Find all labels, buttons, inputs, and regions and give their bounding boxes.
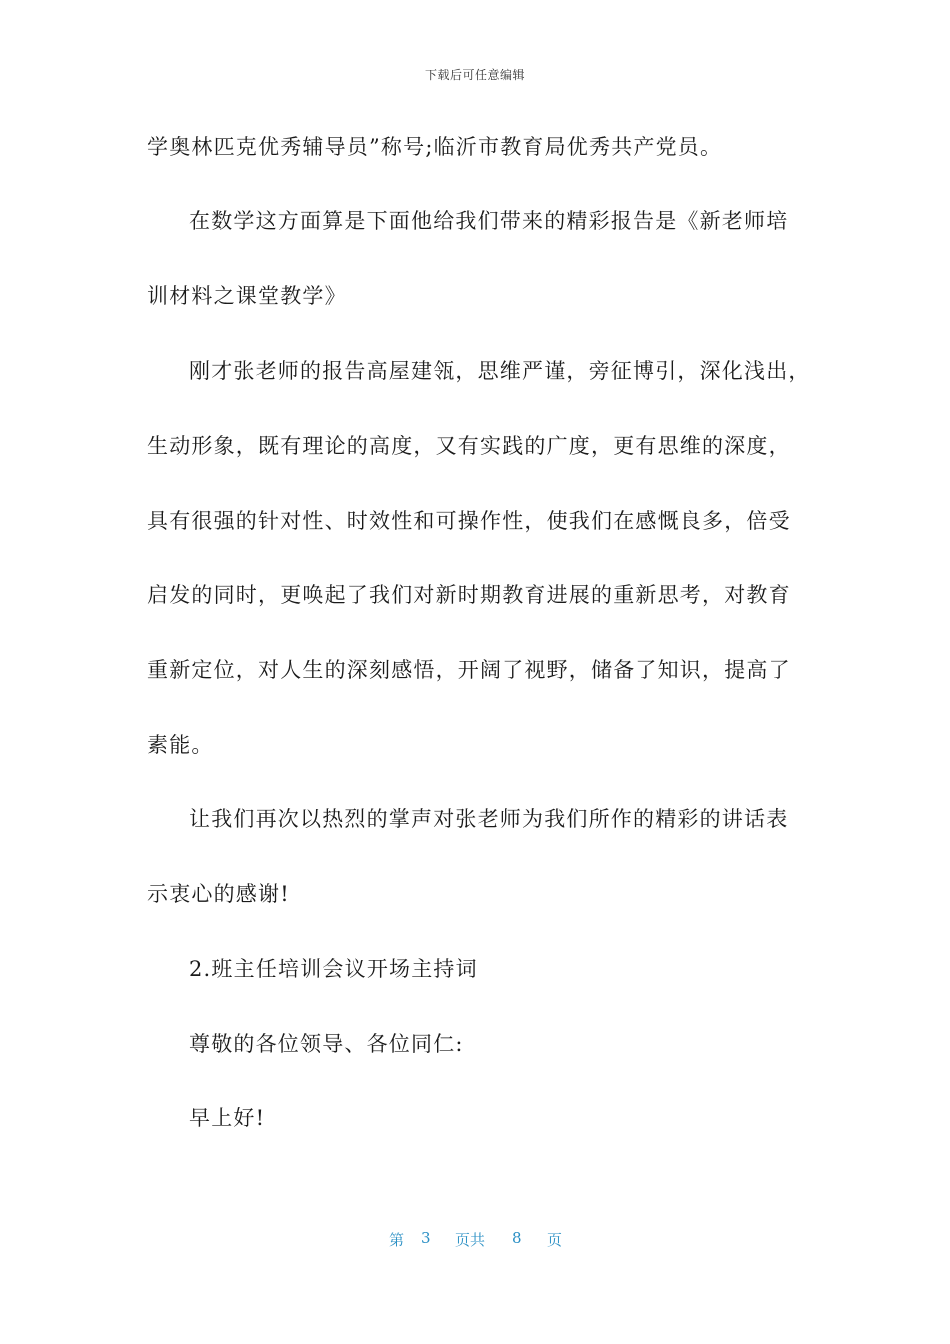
footer-ye-gong: 页共 [455, 1231, 486, 1249]
current-page-number: 3 [421, 1229, 431, 1247]
footer-di: 第 [389, 1231, 405, 1249]
total-pages-number: 8 [512, 1229, 522, 1247]
text-line: 学奥林匹克优秀辅导员”称号;临沂市教育局优秀共产党员。 [147, 135, 723, 159]
text-line: 素能。 [147, 733, 214, 757]
greeting: 早上好! [189, 1106, 266, 1130]
page-footer [0, 1229, 950, 1251]
text-line: 生动形象，既有理论的高度，又有实践的广度，更有思维的深度， [147, 434, 791, 458]
text-line: 训材料之课堂教学》 [147, 284, 347, 308]
text-line: 重新定位，对人生的深刻感悟，开阔了视野，储备了知识，提高了 [147, 658, 791, 682]
text-line: 启发的同时，更唤起了我们对新时期教育进展的重新思考，对教育 [147, 583, 791, 607]
text-line: 具有很强的针对性、时效性和可操作性，使我们在感慨良多，倍受 [147, 509, 791, 533]
section-heading: 2.班主任培训会议开场主持词 [189, 957, 478, 981]
footer-ye: 页 [547, 1231, 563, 1249]
text-line: 让我们再次以热烈的掌声对张老师为我们所作的精彩的讲话表 [189, 807, 789, 831]
text-line: 在数学这方面算是下面他给我们带来的精彩报告是《新老师培 [189, 209, 789, 233]
text-line: 刚才张老师的报告高屋建瓴，思维严谨，旁征博引，深化浅出， [189, 359, 811, 383]
header-note: 下载后可任意编辑 [424, 68, 525, 82]
salutation: 尊敬的各位领导、各位同仁: [189, 1032, 464, 1056]
text-line: 示衷心的感谢! [147, 882, 290, 906]
